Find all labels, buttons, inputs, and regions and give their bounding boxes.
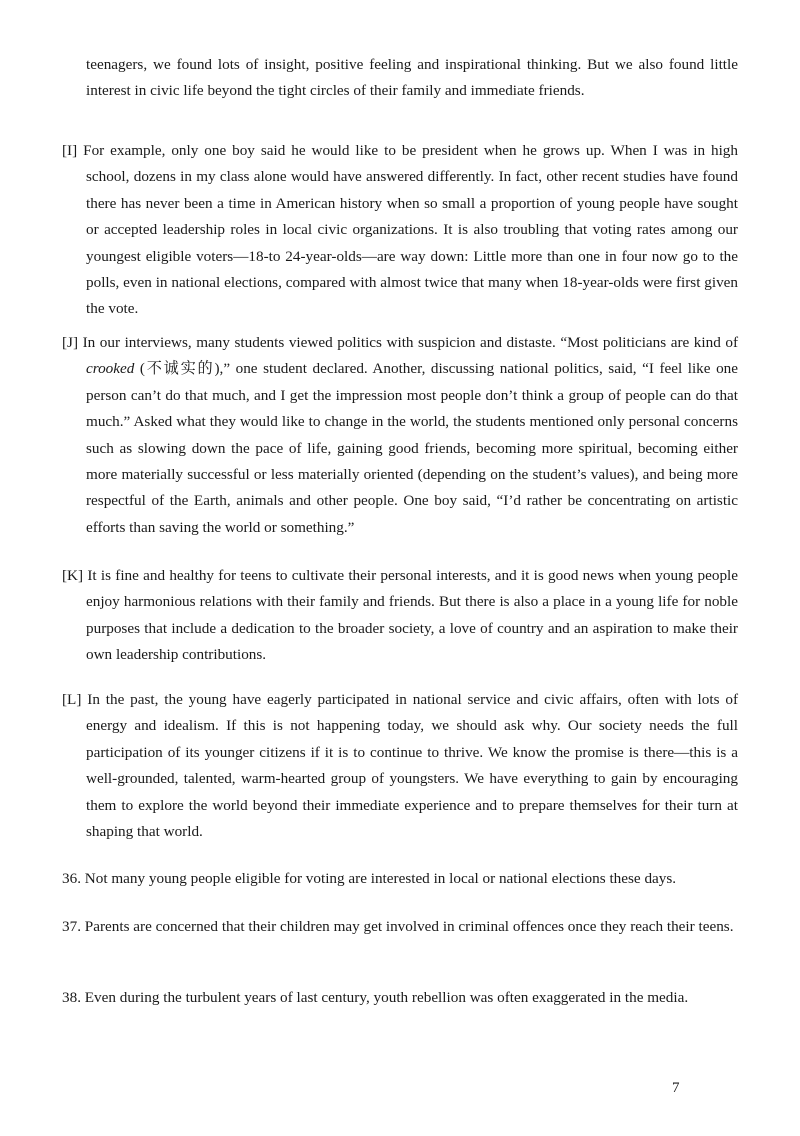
paragraph-text-before: In our interviews, many students viewed politics with suspicion and distaste. “Most politicians are kind of [82,334,738,351]
paragraph-label: [J] [62,334,79,351]
page-number: 7 [672,1080,680,1096]
question-37 [62,914,738,940]
paragraph-label: [I] [62,142,78,159]
question-text: Not many young people eligible for voting are interested in local or national elections these days. [84,870,677,887]
paragraph-j [62,330,738,541]
paragraph-l [62,687,738,845]
paragraph-text: For example, only one boy said he would like to be president when he grows up. When I was in high school, dozens in my class alone would have answered differently. In fact, other recent studies have found there has never been a time in American history when so small a proportion of young people have sought or accepted leadership roles in local civic organizations. It is also troubling that voting rates among our youngest eligible voters—18-to 24-year-olds—are way down: Little more than one in four now go to the polls, even in national elections, compared with almost twice that many when 18-year-olds were first given the vote. [83,142,738,318]
paragraph-continuation [62,52,738,105]
question-text: Parents are concerned that their children may get involved in criminal offences once they reach their teens. [84,918,734,935]
question-38 [62,985,738,1011]
paragraph-k [62,563,738,669]
paragraph-text: In the past, the young have eagerly participated in national service and civic affairs, often with lots of energy and idealism. If this is not happening today, we should ask why. Our society needs the full participation of its younger citizens if it is to continue to thrive. We know the promise is there—this is a well-grounded, talented, warm-hearted group of youngsters. We have everything to gain by encouraging them to explore the world beyond their immediate experience and to prepare themselves for their turn at shaping that world. [86,691,739,841]
question-number: 36. [62,870,81,887]
paragraph-label: [K] [62,567,84,584]
question-text: Even during the turbulent years of last century, youth rebellion was often exaggerated in the media. [84,989,689,1006]
question-number: 38. [62,989,81,1006]
paragraph-i [62,138,738,323]
paragraph-label: [L] [62,691,82,708]
paragraph-text: teenagers, we found lots of insight, positive feeling and inspirational thinking. But we also found little interest in civic life beyond the tight circles of their family and immediate friends. [86,56,738,100]
paragraph-italic-term: crooked [86,360,135,378]
paragraph-text: It is fine and healthy for teens to cultivate their personal interests, and it is good news when young people enjoy harmonious relations with their family and friends. But there is also a place in a young life for noble purposes that include a dedication to the broader society, a love of country and an aspiration to make their own leadership contributions. [86,567,739,664]
question-36 [62,866,738,892]
question-number: 37. [62,918,81,935]
paragraph-text-after: (不诚实的),” one student declared. Another, discussing national politics, said, “I feel like one person can’t do that much, and I get the impression most people don’t think a group of people can do that much.” Asked what they would like to change in the world, the students mentioned only personal concerns such as slowing down the pace of life, gaining good friends, becoming more spiritual, becoming either more materially successful or less materially oriented (depending on the student’s values), and being more respectful of the Earth, animals and other people. One boy said, “I’d rather be concentrating on artistic efforts than saving the world or something.” [86,360,738,536]
